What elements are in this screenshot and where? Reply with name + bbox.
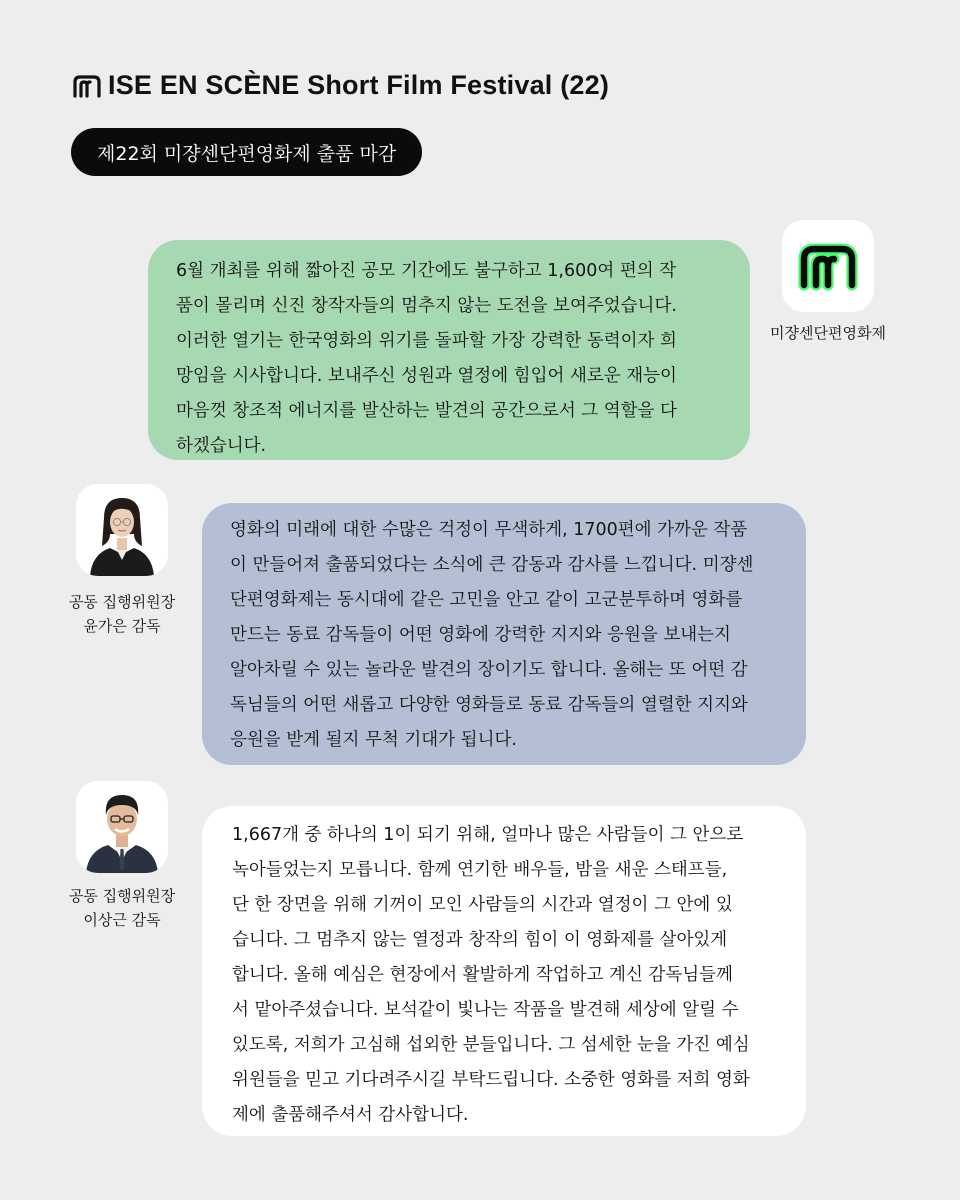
message-line: 영화의 미래에 대한 수많은 걱정이 무색하게, 1700편에 가까운 작품	[230, 520, 748, 540]
director-lee-avatar	[76, 781, 168, 873]
person-portrait-icon	[76, 484, 168, 576]
message-line: 합니다. 올해 예심은 현장에서 활발하게 작업하고 계신 감독님들께	[232, 965, 733, 985]
director-yoon-caption	[46, 590, 198, 638]
deadline-badge: 제22회 미쟝센단편영화제 출품 마감	[71, 128, 422, 176]
director-lee-message-bubble	[202, 806, 806, 1136]
message-line: 하겠습니다.	[176, 436, 267, 456]
message-line: 습니다. 그 멈추지 않는 열정과 창작의 힘이 이 영화제를 살아있게	[232, 930, 728, 950]
message-line: 독님들의 어떤 새롭고 다양한 영화들로 동료 감독들의 열렬한 지지와	[230, 695, 748, 715]
message-line: 녹아들었는지 모릅니다. 함께 연기한 배우들, 밤을 새운 스태프들,	[232, 860, 728, 880]
message-line: 1,667개 중 하나의 1이 되기 위해, 얼마나 많은 사람들이 그 안으로	[232, 825, 744, 845]
director-role: 공동 집행위원장	[68, 887, 176, 905]
director-name: 윤가은 감독	[83, 617, 161, 635]
message-line: 알아차릴 수 있는 놀라운 발견의 장이기도 합니다. 올해는 또 어떤 감	[230, 660, 748, 680]
festival-message-bubble	[148, 240, 750, 460]
message-line: 망임을 시사합니다. 보내주신 성원과 열정에 힘입어 새로운 재능이	[176, 366, 677, 386]
message-line: 있도록, 저희가 고심해 섭외한 분들입니다. 그 섬세한 눈을 가진 예심	[232, 1035, 750, 1055]
director-role: 공동 집행위원장	[68, 593, 176, 611]
director-yoon-avatar	[76, 484, 168, 576]
message-line: 단 한 장면을 위해 기꺼이 모인 사람들의 시간과 열정이 그 안에 있	[232, 895, 733, 915]
message-line: 마음껏 창조적 에너지를 발산하는 발견의 공간으로서 그 역할을 다	[176, 401, 677, 421]
festival-name-caption: 미쟝센단편영화제	[770, 324, 886, 342]
message-line: 이러한 열기는 한국영화의 위기를 돌파할 가장 강력한 동력이자 희	[176, 331, 677, 351]
message-line: 6월 개최를 위해 짧아진 공모 기간에도 불구하고 1,600여 편의 작	[176, 261, 677, 281]
director-lee-caption	[46, 884, 198, 932]
message-line: 위원들을 믿고 기다려주시길 부탁드립니다. 소중한 영화를 저희 영화	[232, 1070, 750, 1090]
festival-m-logo-icon	[72, 74, 102, 98]
festival-brand	[72, 70, 609, 101]
message-line: 품이 몰리며 신진 창작자들의 멈추지 않는 도전을 보여주었습니다.	[176, 296, 677, 316]
message-line: 응원을 받게 될지 무척 기대가 됩니다.	[230, 730, 517, 750]
message-line: 서 맡아주셨습니다. 보석같이 빛나는 작품을 발견해 세상에 알릴 수	[232, 1000, 739, 1020]
director-yoon-message-bubble	[202, 503, 806, 765]
brand-title: ISE EN SCÈNE Short Film Festival (22)	[108, 70, 610, 100]
message-line: 제에 출품해주셔서 감사합니다.	[232, 1105, 469, 1125]
message-line: 이 만들어져 출품되었다는 소식에 큰 감동과 감사를 느낍니다. 미쟝센	[230, 555, 754, 575]
festival-logo-icon	[796, 241, 860, 291]
message-line: 만드는 동료 감독들이 어떤 영화에 강력한 지지와 응원을 보내는지	[230, 625, 731, 645]
director-name: 이상근 감독	[83, 911, 161, 929]
message-line: 단편영화제는 동시대에 같은 고민을 안고 같이 고군분투하며 영화를	[230, 590, 743, 610]
festival-avatar	[782, 220, 874, 312]
person-portrait-icon	[76, 781, 168, 873]
